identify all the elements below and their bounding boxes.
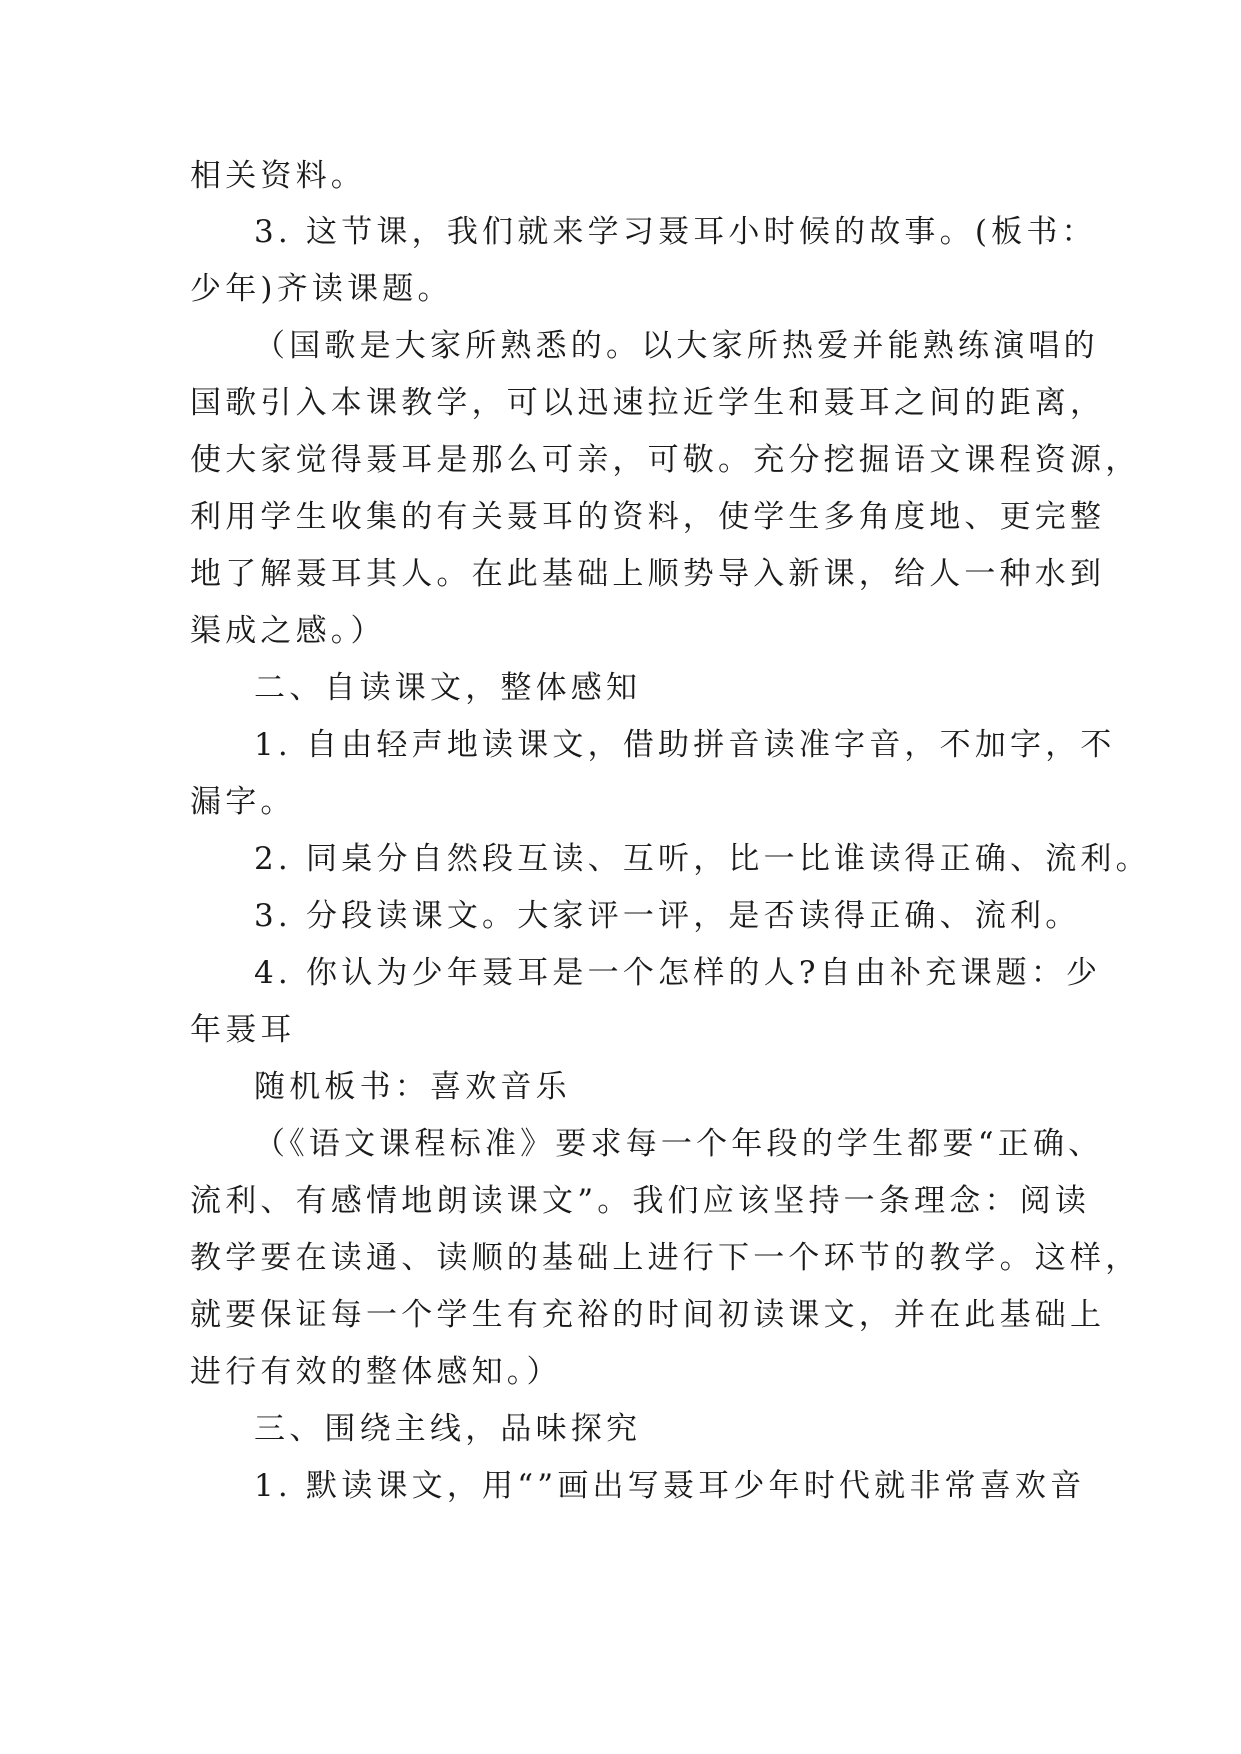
paragraph-line: 就要保证每一个学生有充裕的时间初读课文，并在此基础上 <box>190 1297 1106 1333</box>
paragraph-line: 年聂耳 <box>190 1012 296 1048</box>
paragraph-line: 随机板书：喜欢音乐 <box>254 1069 571 1105</box>
paragraph-line: 教学要在读通、读顺的基础上进行下一个环节的教学。这样， <box>190 1240 1141 1276</box>
section-heading: 三、围绕主线，品味探究 <box>254 1411 642 1447</box>
paragraph-line: 地了解聂耳其人。在此基础上顺势导入新课，给人一种水到 <box>190 556 1106 592</box>
paragraph-line: 4. 你认为少年聂耳是一个怎样的人?自由补充课题：少 <box>254 955 1102 991</box>
paragraph-line: 3. 分段读课文。大家评一评，是否读得正确、流利。 <box>254 898 1081 934</box>
paragraph-line: 少年)齐读课题。 <box>190 271 453 307</box>
paragraph-line: 利用学生收集的有关聂耳的资料，使学生多角度地、更完整 <box>190 499 1106 535</box>
paragraph-line: 进行有效的整体感知。） <box>190 1354 562 1390</box>
paragraph-line: 1. 默读课文，用“”画出写聂耳少年时代就非常喜欢音 <box>254 1468 1086 1504</box>
section-heading: 二、自读课文，整体感知 <box>254 670 642 706</box>
paragraph-line: 1. 自由轻声地读课文，借助拼音读准字音，不加字，不 <box>254 727 1116 763</box>
paragraph-line: 2. 同桌分自然段互读、互听，比一比谁读得正确、流利。 <box>254 841 1151 877</box>
paragraph-line: （国歌是大家所熟悉的。以大家所热爱并能熟练演唱的 <box>254 328 1099 364</box>
paragraph-line: 国歌引入本课教学，可以迅速拉近学生和聂耳之间的距离， <box>190 385 1106 421</box>
paragraph-line: 流利、有感情地朗读课文”。我们应该坚持一条理念：阅读 <box>190 1183 1091 1219</box>
paragraph-line: 3. 这节课，我们就来学习聂耳小时候的故事。(板书： <box>254 214 1097 250</box>
paragraph-line: 漏字。 <box>190 784 296 820</box>
paragraph-line: 使大家觉得聂耳是那么可亲，可敬。充分挖掘语文课程资源， <box>190 442 1141 478</box>
paragraph-line: 相关资料。 <box>190 158 366 194</box>
paragraph-line: （《语文课程标准》要求每一个年段的学生都要“正确、 <box>254 1126 1104 1162</box>
paragraph-line: 渠成之感。） <box>190 613 386 649</box>
